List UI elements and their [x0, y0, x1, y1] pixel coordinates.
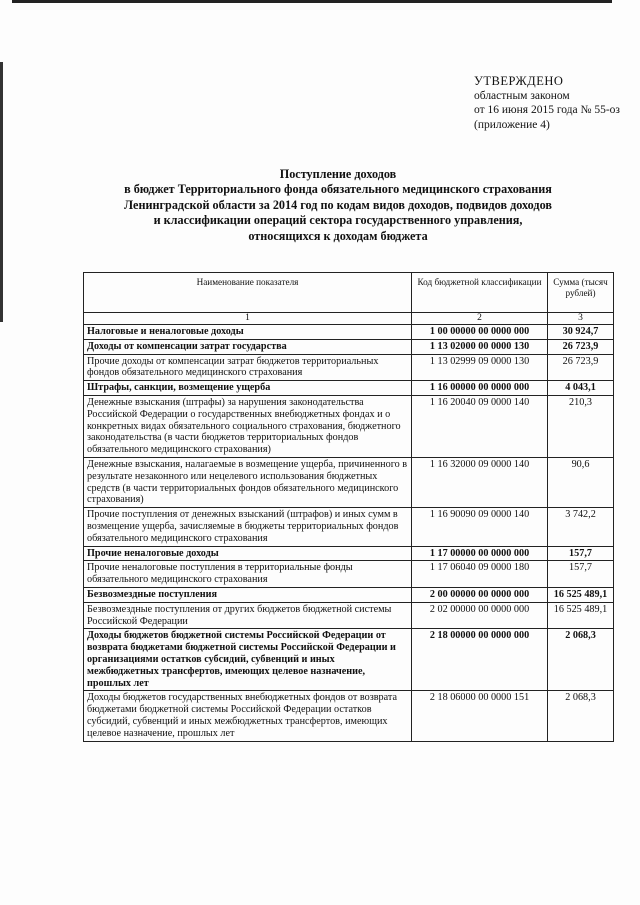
cell-name: Безвозмездные поступления — [84, 587, 412, 602]
cell-name: Доходы бюджетов государственных внебюджетных фондов от возврата бюджетами бюджетной системы Российской Федерации остатков субсидий, субвенций и иных межбюджетных трансфертов, имеющих целевое назначение, прошлых лет — [84, 691, 412, 741]
left-margin-mark — [0, 62, 3, 322]
table-row — [84, 691, 614, 741]
table-row — [84, 546, 614, 561]
cell-sum: 4 043,1 — [548, 381, 614, 396]
table-row — [84, 325, 614, 340]
cell-code: 1 17 00000 00 0000 000 — [412, 546, 548, 561]
approval-appendix: (приложение 4) — [474, 118, 550, 131]
top-border-line — [12, 0, 612, 3]
cell-sum: 16 525 489,1 — [548, 587, 614, 602]
cell-sum: 157,7 — [548, 561, 614, 588]
cell-code: 2 18 00000 00 0000 000 — [412, 629, 548, 691]
cell-sum: 90,6 — [548, 457, 614, 507]
cell-name: Прочие неналоговые поступления в территориальные фонды обязательного медицинского страхования — [84, 561, 412, 588]
title-line-4: и классификации операций сектора государственного управления, — [153, 213, 523, 228]
cell-sum: 30 924,7 — [548, 325, 614, 340]
cell-sum: 157,7 — [548, 546, 614, 561]
table-row — [84, 587, 614, 602]
cell-name: Доходы бюджетов бюджетной системы Российской Федерации от возврата бюджетами бюджетной системы Российской Федерации и организациями остатков субсидий, субвенций и иных межбюджетных трансфертов, имеющих целевое назначение, прошлых лет — [84, 629, 412, 691]
table-row — [84, 395, 614, 457]
cell-name: Прочие доходы от компенсации затрат бюджетов территориальных фондов обязательного медицинского страхования — [84, 354, 412, 381]
table-row — [84, 457, 614, 507]
column-number-2: 2 — [412, 313, 548, 325]
table-row — [84, 602, 614, 629]
table-row — [84, 354, 614, 381]
title-line-2: в бюджет Территориального фонда обязательного медицинского страхования — [124, 182, 552, 197]
cell-code: 2 02 00000 00 0000 000 — [412, 602, 548, 629]
cell-code: 1 13 02000 00 0000 130 — [412, 339, 548, 354]
table-row — [84, 381, 614, 396]
cell-name: Доходы от компенсации затрат государства — [84, 339, 412, 354]
cell-sum: 26 723,9 — [548, 354, 614, 381]
table-row — [84, 339, 614, 354]
cell-code: 1 00 00000 00 0000 000 — [412, 325, 548, 340]
cell-name: Безвозмездные поступления от других бюджетов бюджетной системы Российской Федерации — [84, 602, 412, 629]
cell-sum: 16 525 489,1 — [548, 602, 614, 629]
cell-sum: 210,3 — [548, 395, 614, 457]
approval-law: областным законом — [474, 89, 570, 102]
cell-name: Штрафы, санкции, возмещение ущерба — [84, 381, 412, 396]
cell-sum: 2 068,3 — [548, 691, 614, 741]
header-code: Код бюджетной классификации — [412, 273, 548, 313]
approval-date: от 16 июня 2015 года № 55-оз — [474, 104, 620, 116]
title-line-3: Ленинградской области за 2014 год по кодам видов доходов, подвидов доходов — [124, 197, 552, 212]
cell-code: 1 16 32000 09 0000 140 — [412, 457, 548, 507]
cell-name: Денежные взыскания (штрафы) за нарушения законодательства Российской Федерации о государственных внебюджетных фондах и о конкретных видах обязательного социального страхования, бюджетного законодательства (в части бюджетов территориальных фондов обязательного медицинского страхования) — [84, 395, 412, 457]
cell-code: 1 13 02999 09 0000 130 — [412, 354, 548, 381]
document-title — [88, 167, 588, 244]
cell-code: 2 00 00000 00 0000 000 — [412, 587, 548, 602]
cell-code: 2 18 06000 00 0000 151 — [412, 691, 548, 741]
cell-name: Налоговые и неналоговые доходы — [84, 325, 412, 340]
table-header-row — [84, 273, 614, 313]
cell-code: 1 16 90090 09 0000 140 — [412, 508, 548, 546]
column-number-1: 1 — [84, 313, 412, 325]
header-sum: Сумма (тысяч рублей) — [548, 273, 614, 313]
title-line-1: Поступление доходов — [279, 167, 397, 181]
approval-heading: УТВЕРЖДЕНО — [474, 74, 564, 88]
cell-code: 1 16 20040 09 0000 140 — [412, 395, 548, 457]
cell-code: 1 16 00000 00 0000 000 — [412, 381, 548, 396]
cell-sum: 3 742,2 — [548, 508, 614, 546]
table-row — [84, 629, 614, 691]
cell-sum: 26 723,9 — [548, 339, 614, 354]
cell-name: Прочие поступления от денежных взысканий (штрафов) и иных сумм в возмещение ущерба, зачисляемые в бюджеты территориальных фондов обязательного медицинского страхования — [84, 508, 412, 546]
cell-name: Денежные взыскания, налагаемые в возмещение ущерба, причиненного в результате незаконного или нецелевого использования бюджетных средств (в части территориальных фондов обязательного медицинского страхования) — [84, 457, 412, 507]
table-row — [84, 561, 614, 588]
table-row — [84, 508, 614, 546]
column-number-row — [84, 313, 614, 325]
header-name: Наименование показателя — [84, 273, 412, 313]
title-line-5: относящихся к доходам бюджета — [248, 228, 428, 243]
column-number-3: 3 — [548, 313, 614, 325]
income-table — [83, 272, 614, 742]
cell-sum: 2 068,3 — [548, 629, 614, 691]
approval-stamp — [474, 74, 620, 132]
cell-code: 1 17 06040 09 0000 180 — [412, 561, 548, 588]
cell-name: Прочие неналоговые доходы — [84, 546, 412, 561]
